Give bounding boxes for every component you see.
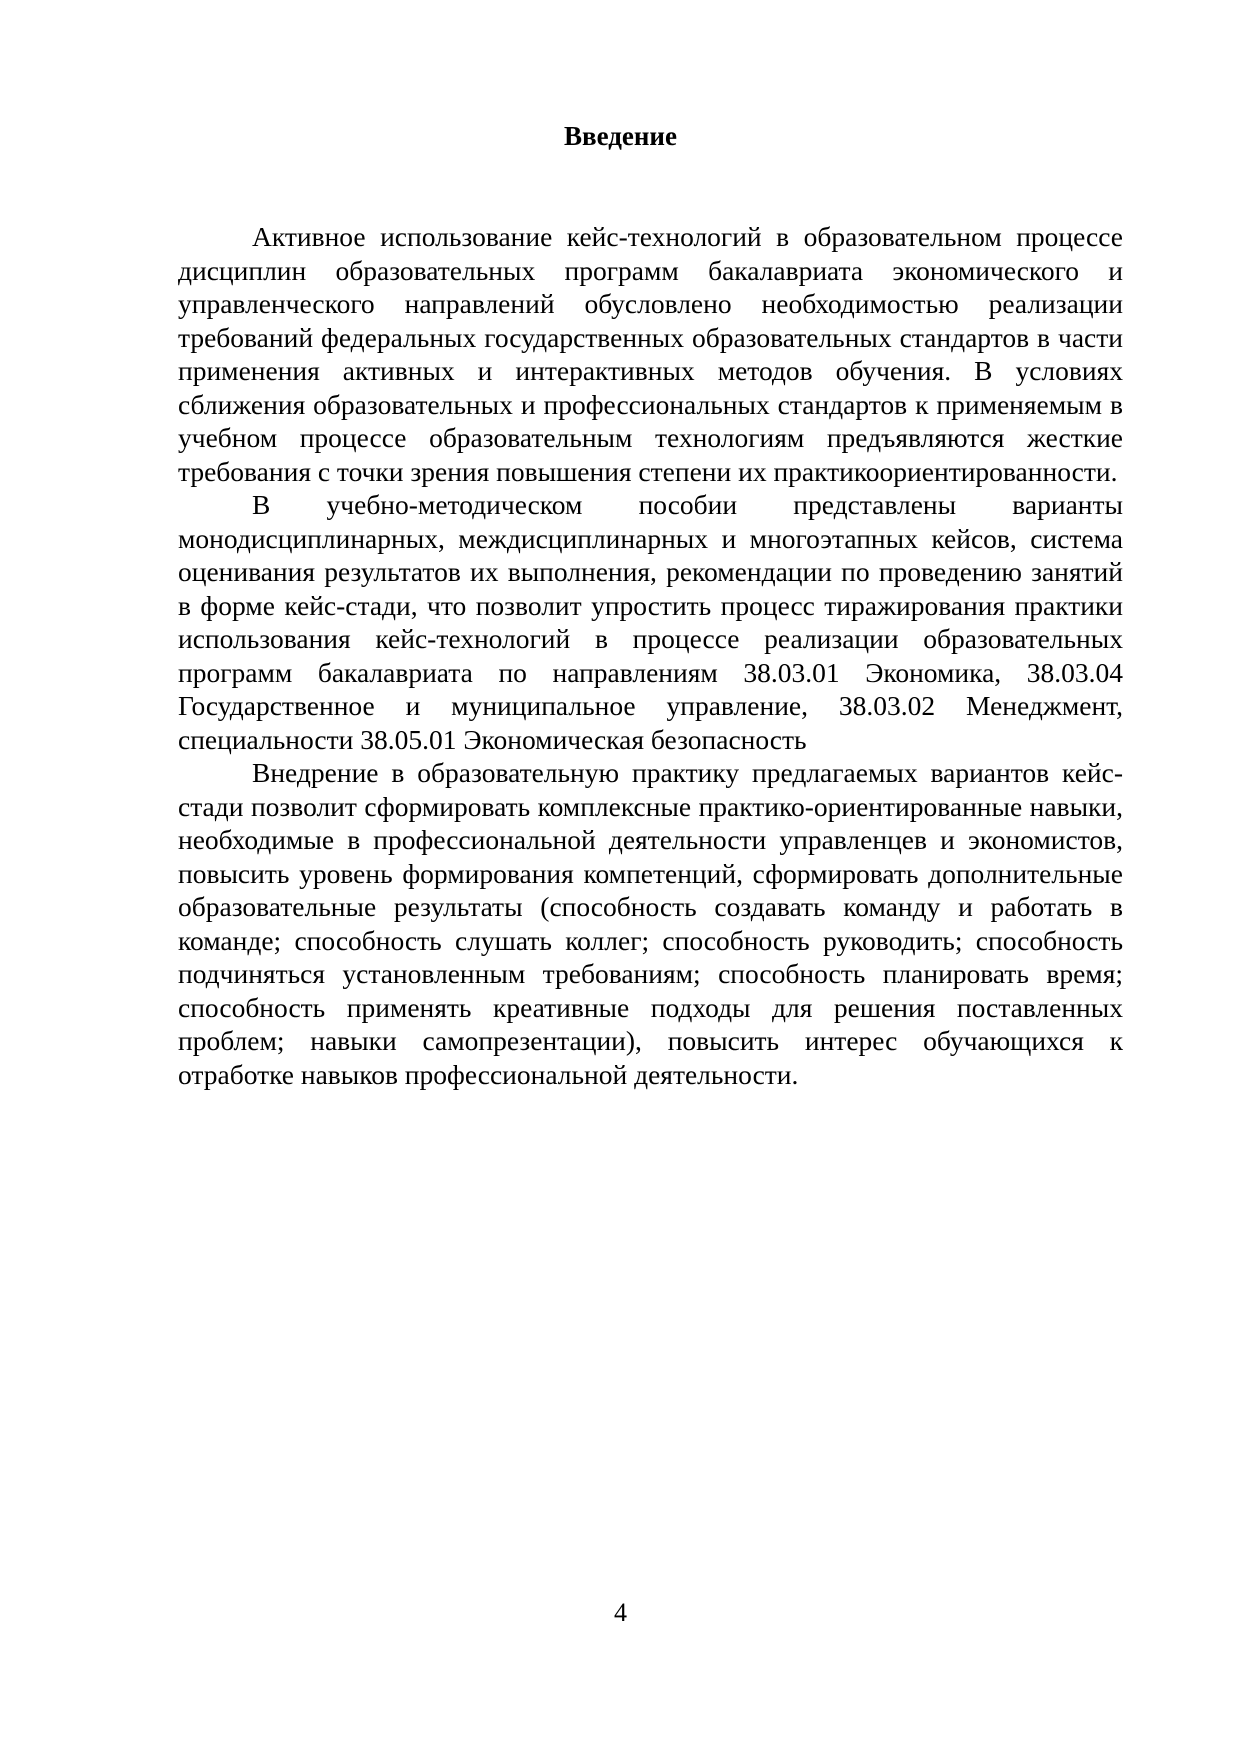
paragraph-1: Активное использование кейс-технологий в образовательном процессе дисциплин образовательных программ бакалавриата экономического и управленческого направлений обусловлено необходимостью реализации требований федеральных государственных образовательных стандартов в части применения активных и интерактивных методов обучения. В условиях сближения образовательных и профессиональных стандартов к применяемым в учебном процессе образовательным технологиям предъявляются жесткие требования с точки зрения повышения степени их практикоориентированности. [178,221,1123,487]
body-text [178,220,1123,1091]
paragraph-3: Внедрение в образовательную практику предлагаемых вариантов кейс-стади позволит сформировать комплексные практико-ориентированные навыки, необходимые в профессиональной деятельности управленцев и экономистов, повысить уровень формирования компетенций, сформировать дополнительные образовательные результаты (способность создавать команду и работать в команде; способность слушать коллег; способность руководить; способность подчиняться установленным требованиям; способность планировать время; способность применять креативные подходы для решения поставленных проблем; навыки самопрезентации), повысить интерес обучающихся к отработке навыков профессиональной деятельности. [178,757,1123,1090]
page-number: 4 [614,1598,627,1627]
paragraph-2: В учебно-методическом пособии представлены варианты монодисциплинарных, междисциплинарных и многоэтапных кейсов, система оценивания результатов их выполнения, рекомендации по проведению занятий в форме кейс-стади, что позволит упростить процесс тиражирования практики использования кейс-технологий в процессе реализации образовательных программ бакалавриата по направлениям 38.03.01 Экономика, 38.03.04 Государственное и муниципальное управление, 38.03.02 Менеджмент, специальности 38.05.01 Экономическая безопасность [178,489,1123,755]
page-title: Введение [564,121,677,151]
